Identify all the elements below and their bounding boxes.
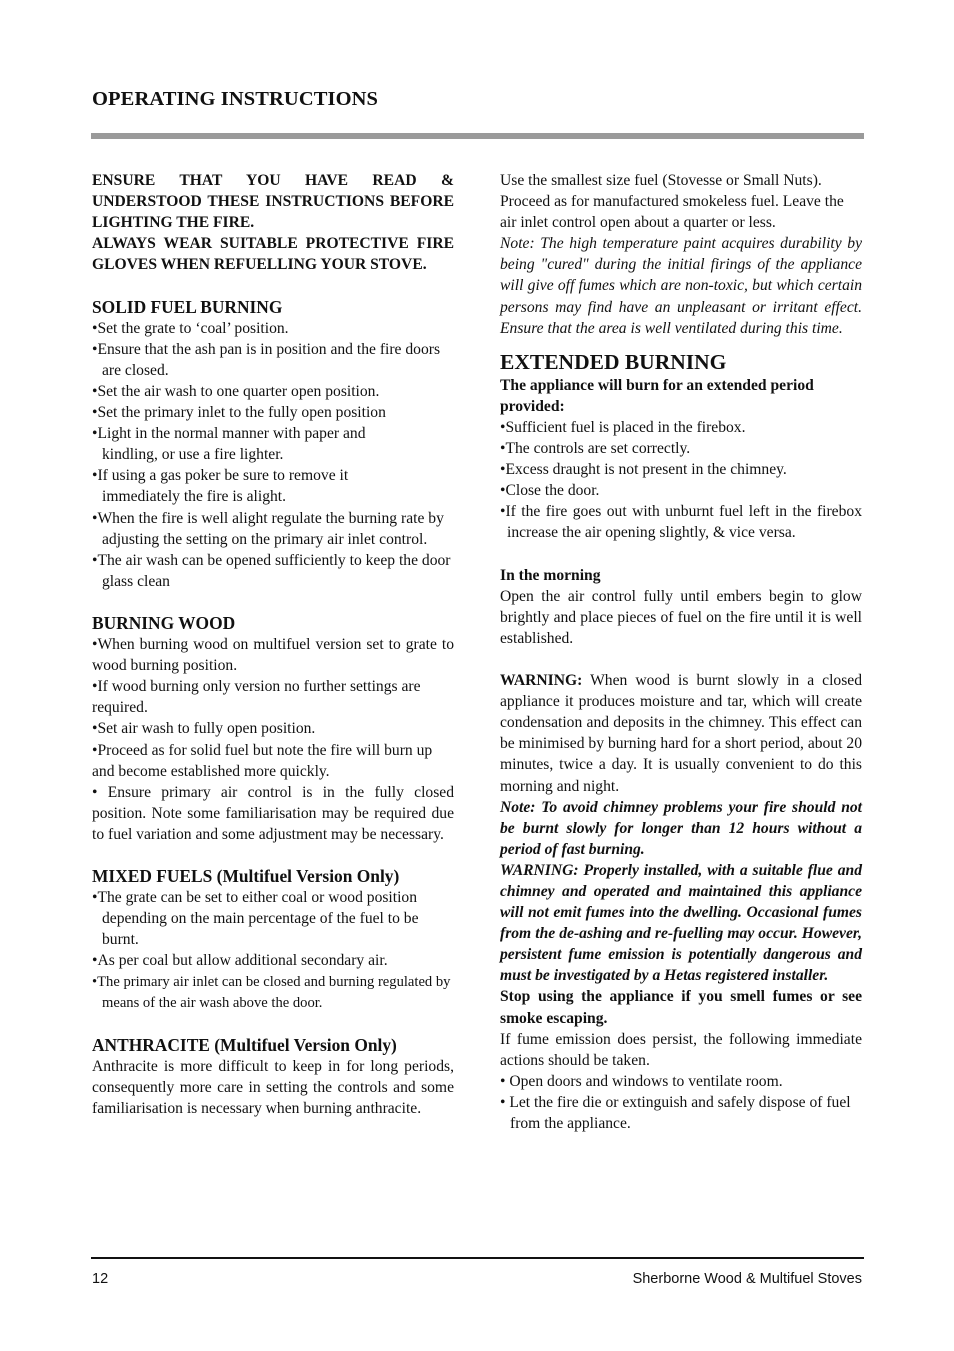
- footer-product-name: Sherborne Wood & Multifuel Stoves: [632, 1271, 862, 1287]
- extended-burning-heading: EXTENDED BURNING: [500, 349, 727, 374]
- page-title: OPERATING INSTRUCTIONS: [92, 88, 379, 110]
- intro-gloves-warning: ALWAYS WEAR SUITABLE PROTECTIVE FIRE GLOVES WHEN REFUELLING YOUR STOVE.: [92, 235, 454, 274]
- solid-fuel-item: •Set the grate to ‘coal’ position.: [92, 319, 289, 337]
- intro-read-warning: ENSURE THAT YOU HAVE READ & UNDERSTOOD THESE INSTRUCTIONS BEFORE LIGHTING THE FIRE.: [92, 172, 454, 232]
- burning-wood-heading: BURNING WOOD: [92, 612, 236, 633]
- solid-fuel-item: •If using a gas poker be sure to remove it immediately the fire is alight.: [92, 467, 349, 506]
- persist-text: If fume emission does persist, the following immediate actions should be taken.: [500, 1030, 862, 1069]
- solid-fuel-item: •Light in the normal manner with paper and kindling, or use a fire lighter.: [92, 425, 366, 464]
- morning-heading: In the morning: [500, 566, 601, 584]
- wood-item: • Ensure primary air control is in the fully closed position. Note some familiarisation may be required due to fuel variation and some adjustment may be necessary.: [92, 783, 454, 843]
- solid-fuel-item: •Ensure that the ash pan is in position and the fire doors are closed.: [92, 340, 441, 379]
- wood-item: •Proceed as for solid fuel but note the fire will burn up and become established more quickly.: [92, 741, 433, 780]
- wood-item: •When burning wood on multifuel version set to grate to wood burning position.: [92, 636, 454, 675]
- extended-burning-item: •Sufficient fuel is placed in the firebox.: [500, 418, 746, 436]
- paint-curing-note: Note: The high temperature paint acquires durability by being "cured" during the initial firings of the appliance will give off fumes which are non-toxic, but which certain persons may find have an unpleasant or irritant effect. Ensure that the area is well ventilated during this time.: [500, 235, 862, 337]
- page-number: 12: [92, 1271, 109, 1287]
- wood-item: •If wood burning only version no further settings are required.: [92, 678, 421, 717]
- mixed-fuels-item: •The primary air inlet can be closed and burning regulated by means of the air wash above the door.: [92, 973, 451, 1011]
- extended-burning-item: •Close the door.: [500, 482, 600, 500]
- action-item: • Open doors and windows to ventilate room.: [500, 1072, 783, 1090]
- warning-label: WARNING:: [500, 672, 583, 690]
- mixed-fuels-item: •As per coal but allow additional secondary air.: [92, 952, 388, 970]
- right-column: [500, 170, 862, 1134]
- chimney-note: Note: To avoid chimney problems your fire should not be burnt slowly for longer than 12 hours without a period of fast burning.: [500, 798, 862, 858]
- extended-burning-lead: The appliance will burn for an extended period provided:: [500, 376, 814, 415]
- warning-condensation-text: When wood is burnt slowly in a closed appliance it produces moisture and tar, which will create condensation and deposits in the chimney. This effect can be minimised by burning hard for a short period, about 20 minutes, twice a day. It is usually convenient to do this morning and night.: [500, 672, 862, 795]
- solid-fuel-item: •Set the primary inlet to the fully open position: [92, 404, 386, 422]
- footer-rule: [91, 1257, 864, 1259]
- solid-fuel-item: •When the fire is well alight regulate the burning rate by adjusting the setting on the primary air inlet control.: [92, 509, 444, 548]
- morning-text: Open the air control fully until embers begin to glow brightly and place pieces of fuel on the fire until it is well established.: [500, 587, 862, 647]
- fume-warning: WARNING: Properly installed, with a suitable flue and chimney and operated and maintained this appliance will not emit fumes into the dwelling. Occasional fumes from the de-ashing and re-fuelling may occur. However, persistent fume emission is potentially dangerous and must be investigated by a Hetas registered installer.: [500, 861, 862, 985]
- left-column: [92, 170, 454, 1119]
- mixed-fuels-heading: MIXED FUELS (Multifuel Version Only): [92, 866, 400, 887]
- anthracite-heading: ANTHRACITE (Multifuel Version Only): [92, 1034, 397, 1055]
- stop-using-warning: Stop using the appliance if you smell fumes or see smoke escaping.: [500, 988, 862, 1027]
- mixed-fuels-item: •The grate can be set to either coal or wood position depending on the main percentage of the fuel to be burnt.: [92, 889, 419, 949]
- extended-burning-item: •If the fire goes out with unburnt fuel left in the firebox increase the air opening slightly, & vice versa.: [500, 503, 862, 542]
- action-item: • Let the fire die or extinguish and safely dispose of fuel from the appliance.: [500, 1093, 851, 1133]
- title-rule: [91, 133, 864, 139]
- smokeless-fuel-text: Use the smallest size fuel (Stovesse or Small Nuts). Proceed as for manufactured smokeless fuel. Leave the air inlet control open about a quarter or less.: [500, 172, 844, 232]
- warning-condensation: [500, 670, 862, 797]
- extended-burning-item: •The controls are set correctly.: [500, 440, 691, 458]
- extended-burning-item: •Excess draught is not present in the chimney.: [500, 461, 787, 479]
- anthracite-text: Anthracite is more difficult to keep in for long periods, consequently more care in setting the controls and some familiarisation is necessary when burning anthracite.: [92, 1057, 454, 1118]
- solid-fuel-heading: SOLID FUEL BURNING: [92, 296, 283, 317]
- wood-item: •Set air wash to fully open position.: [92, 720, 316, 738]
- solid-fuel-item: •The air wash can be opened sufficiently to keep the door glass clean: [92, 551, 451, 590]
- solid-fuel-item: •Set the air wash to one quarter open position.: [92, 382, 380, 400]
